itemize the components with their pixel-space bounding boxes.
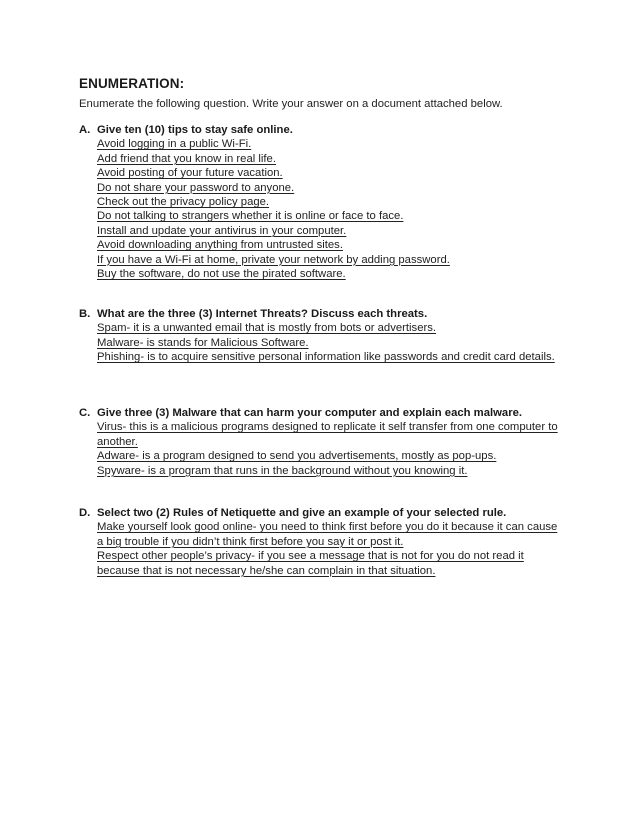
section-letter: A. <box>79 124 91 136</box>
answer-line: Avoid posting of your future vacation. <box>97 167 283 180</box>
section-title <box>79 123 559 137</box>
answer-line: Adware- is a program designed to send you advertisements, mostly as pop-ups. <box>97 450 497 463</box>
section-title <box>79 307 559 321</box>
section-question: What are the three (3) Internet Threats? Discuss each threats. <box>97 308 428 320</box>
instructions-text: Enumerate the following question. Write your answer on a document attached below. <box>79 98 503 110</box>
answer-line: Avoid logging in a public Wi-Fi. <box>97 138 252 151</box>
section-b <box>79 307 559 365</box>
section-question: Give three (3) Malware that can harm your computer and explain each malware. <box>97 407 523 419</box>
answer-list <box>97 321 559 364</box>
answer-line: Phishing- is to acquire sensitive personal information like passwords and credit card details. <box>97 351 555 364</box>
answer-line: Respect other people’s privacy- if you see a message that is not for you do not read it because that is not necessary he/she can complain in that situation. <box>97 550 524 577</box>
answer-line: Do not share your password to anyone. <box>97 181 295 194</box>
section-d <box>79 506 559 578</box>
answer-line: Virus- this is a malicious programs designed to replicate it self transfer from one computer to another. <box>97 421 558 448</box>
section-question: Select two (2) Rules of Netiquette and give an example of your selected rule. <box>97 507 507 519</box>
answer-list <box>97 420 559 478</box>
section-letter: C. <box>79 407 91 419</box>
answer-line: Spam- it is a unwanted email that is mostly from bots or advertisers. <box>97 322 437 335</box>
answer-line: Make yourself look good online- you need to think first before you do it because it can cause a big trouble if you didn’t think first before you say it or post it. <box>97 521 558 548</box>
answer-list <box>97 137 559 281</box>
answer-line: Avoid downloading anything from untrusted sites. <box>97 239 343 252</box>
section-c <box>79 406 559 478</box>
section-question: Give ten (10) tips to stay safe online. <box>97 124 293 136</box>
answer-line: If you have a Wi-Fi at home, private your network by adding password. <box>97 253 450 266</box>
answer-line: Malware- is stands for Malicious Software. <box>97 336 309 349</box>
section-title <box>79 506 559 520</box>
section-title <box>79 406 559 420</box>
answer-line: Add friend that you know in real life. <box>97 152 276 165</box>
section-a <box>79 123 559 281</box>
answer-line: Do not talking to strangers whether it is online or face to face. <box>97 210 404 223</box>
answer-line: Install and update your antivirus in your computer. <box>97 224 347 237</box>
answer-line: Buy the software, do not use the pirated software. <box>97 268 346 281</box>
page-heading: ENUMERATION: <box>79 76 185 91</box>
answer-line: Spyware- is a program that runs in the background without you knowing it. <box>97 464 468 477</box>
answer-list <box>97 520 559 578</box>
answer-line: Check out the privacy policy page. <box>97 196 270 209</box>
section-letter: D. <box>79 507 91 519</box>
section-letter: B. <box>79 308 91 320</box>
